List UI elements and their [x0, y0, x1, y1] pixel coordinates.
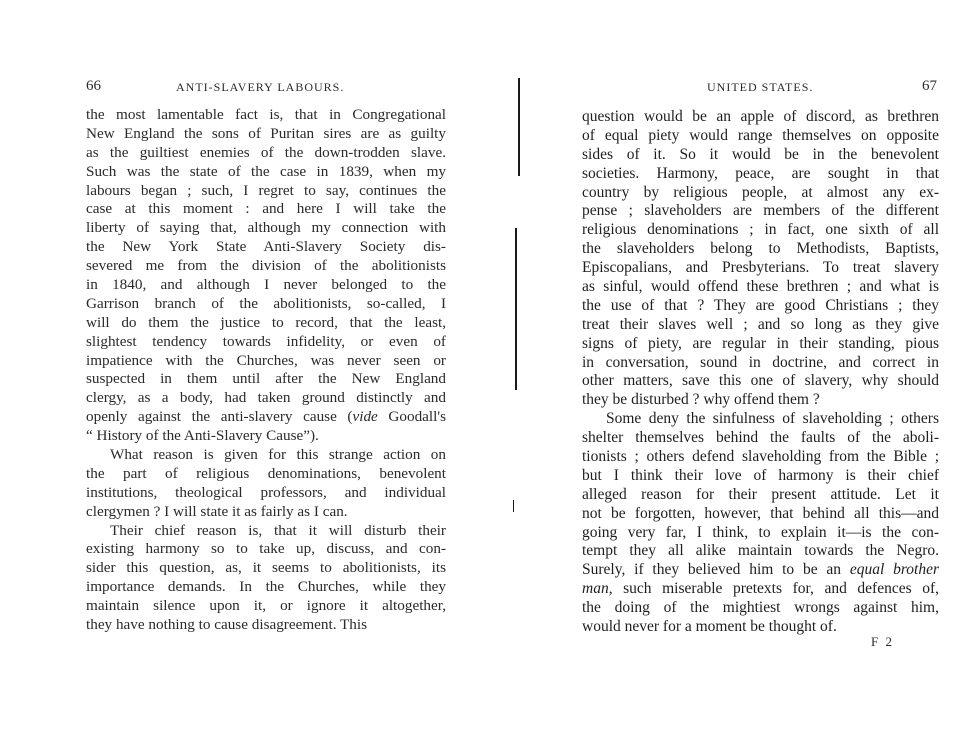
text-line: they have nothing to cause disagreement. This: [86, 616, 368, 634]
text-line: signs of piety, are regular in their standing, pious: [582, 334, 939, 352]
text-line: maintain silence upon it, or ignore it altogether,: [86, 597, 446, 615]
text-line: the slaveholders belong to Methodists, Baptists,: [582, 240, 939, 258]
text-line: sider this question, as, it seems to abolitionists, its: [86, 559, 446, 577]
text-line: clergy, as a body, had taken ground distinctly and: [86, 389, 446, 407]
text-line: existing harmony so to take up, discuss, and con-: [86, 540, 446, 558]
text-line: Such was the state of the case in 1839, when my: [86, 162, 446, 180]
text-line: suspected in them until after the New England: [86, 370, 446, 388]
text-line: importance demands. In the Churches, while they: [86, 578, 446, 596]
text-line: labours began ; such, I regret to say, continues the: [86, 181, 446, 199]
text-line: Some deny the sinfulness of slaveholding ; others: [606, 410, 939, 428]
text-line: going very far, I think, to explain it—is the con-: [582, 523, 939, 541]
text-line: man, such miserable pretexts for, and defences of,: [582, 580, 939, 598]
text-line: but I think their love of harmony is their chief: [582, 466, 939, 484]
text-line: the part of religious denominations, benevolent: [86, 464, 446, 482]
text-line: tionists ; others defend slaveholding from the Bible ;: [582, 448, 939, 466]
text-line: Garrison branch of the abolitionists, so-called, I: [86, 294, 446, 312]
text-line: case at this moment : and here I will take the: [86, 200, 446, 218]
text-line: openly against the anti-slavery cause (vide Goodall's: [86, 408, 446, 426]
text-line: would never for a moment be thought of.: [582, 618, 837, 636]
text-line: institutions, theological professors, and individual: [86, 483, 446, 501]
text-line: liberty of saying that, although my connection with: [86, 219, 446, 237]
text-line: Episcopalians, and Presbyterians. To treat slavery: [582, 259, 939, 277]
text-line: country by religious people, at almost any ex-: [582, 183, 939, 201]
text-line: the doing of the mightiest wrongs against him,: [582, 599, 939, 617]
text-line: New England the sons of Puritan sires are as guilty: [86, 124, 446, 142]
text-line: pense ; slaveholders are members of the different: [582, 202, 939, 220]
left-running-head: ANTI-SLAVERY LABOURS.: [176, 80, 345, 94]
text-line: the most lamentable fact is, that in Congregational: [86, 106, 446, 123]
text-line: clergymen ? I will state it as fairly as I can.: [86, 502, 348, 520]
text-line: will do them the justice to record, that the least,: [86, 313, 446, 331]
text-line: question would be an apple of discord, as brethren: [582, 108, 939, 125]
text-line: religious denominations ; in fact, one sixth of all: [582, 221, 939, 239]
text-line: in conversation, sound in doctrine, and correct in: [582, 353, 939, 371]
text-line: the use of that ? They are good Christians ; they: [582, 296, 939, 314]
text-line: societies. Harmony, peace, are sought in that: [582, 164, 939, 182]
text-line: Their chief reason is, that it will disturb their: [110, 521, 446, 539]
text-line: treat their slaves well ; and so long as they give: [582, 315, 939, 333]
text-line: shelter themselves behind the faults of the aboli-: [582, 429, 939, 447]
signature-mark: F 2: [871, 634, 894, 649]
text-line: sides of it. So it would be in the benevolent: [582, 145, 939, 163]
text-line: What reason is given for this strange action on: [110, 446, 446, 464]
text-line: severed me from the division of the abolitionists: [86, 257, 446, 275]
text-line: as sinful, would offend these brethren ; and what is: [582, 278, 939, 296]
text-line: “ History of the Anti-Slavery Cause”).: [86, 427, 319, 445]
text-line: other matters, save this one of slavery, why should: [582, 372, 939, 390]
text-line: tempt they all alike maintain towards the Negro.: [582, 542, 939, 560]
text-line: of equal piety would range themselves on opposite: [582, 126, 939, 144]
text-line: they be disturbed ? why offend them ?: [582, 391, 820, 409]
text-line: the New York State Anti-Slavery Society dis-: [86, 238, 446, 256]
text-line: Surely, if they believed him to be an equal brother: [582, 561, 939, 579]
right-page-number: 67: [922, 78, 937, 94]
right-running-head: UNITED STATES.: [707, 80, 814, 94]
text-line: in 1840, and although I never belonged to the: [86, 276, 446, 294]
text-line: alleged reason for their present attitude. Let it: [582, 485, 939, 503]
text-line: slightest tendency towards infidelity, or even of: [86, 332, 446, 350]
text-line: impatience with the Churches, was never seen or: [86, 351, 446, 369]
text-line: as the guiltiest enemies of the down-trodden slave.: [86, 143, 446, 161]
left-page-number: 66: [86, 78, 101, 94]
left-page-body: [86, 106, 446, 635]
right-page-body: [582, 108, 939, 637]
text-line: not be forgotten, however, that behind all this—and: [582, 504, 939, 522]
